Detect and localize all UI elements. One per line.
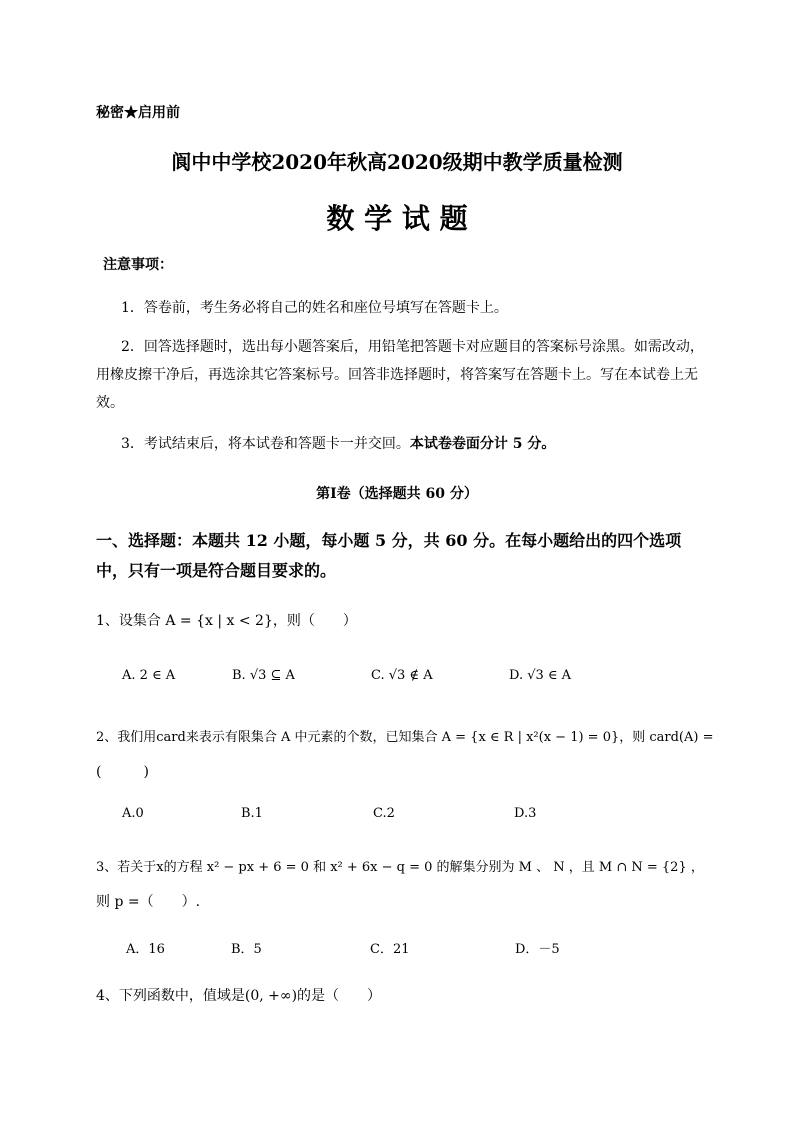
notice-item-3 — [121, 433, 555, 453]
question-2-stem-cont: ( ) — [96, 764, 149, 780]
question-3-stem-cont: 则 p =（ ）. — [96, 894, 201, 910]
question-3-option-b: B．5 — [231, 942, 262, 957]
question-2-option-b: B.1 — [241, 806, 263, 821]
question-3-stem: 3、若关于x的方程 x² − px + 6 = 0 和 x² + 6x − q = 0 的解集分别为 M 、 N ，且 M ∩ N = {2} ， — [96, 860, 704, 875]
question-3-option-a: A．16 — [126, 942, 165, 957]
question-1-option-c: C. √3 ∉ A — [371, 668, 433, 683]
notice-item-3-text: 3．考试结束后，将本试卷和答题卡一并交回。 — [121, 436, 410, 452]
question-2-option-a: A.0 — [122, 806, 144, 821]
confidential-label: 秘密★启用前 — [96, 105, 180, 121]
exam-title: 阆中中学校2020年秋高2020级期中教学质量检测 — [171, 150, 623, 174]
notice-item-1: 1．答卷前，考生务必将自己的姓名和座位号填写在答题卡上。 — [121, 300, 508, 316]
question-1-option-a: A. 2 ∈ A — [122, 668, 176, 683]
notice-heading: 注意事项： — [103, 257, 173, 273]
question-4-stem: 4、下列函数中，值域是(0, +∞)的是（ ） — [96, 988, 382, 1004]
notice-item-3-score: 本试卷卷面分计 5 分。 — [409, 436, 556, 452]
section-title: 第Ⅰ卷（选择题共 60 分） — [316, 486, 478, 502]
question-2-option-d: D.3 — [514, 806, 537, 821]
part-title: 一、选择题：本题共 12 小题，每小题 5 分，共 60 分。在每小题给出的四个选项中，只有一项是符合题目要求的。 — [96, 531, 682, 580]
question-2-option-c: C.2 — [373, 806, 395, 821]
question-2-stem: 2、我们用card来表示有限集合 A 中元素的个数，已知集合 A = {x ∈ R | x²(x − 1) = 0}，则 card(A) = — [96, 730, 714, 745]
question-1-stem: 1、设集合 A = {x | x < 2}，则（ ） — [96, 613, 357, 629]
question-3-option-c: C．21 — [370, 942, 410, 957]
exam-subject: 数 学 试 题 — [326, 202, 468, 235]
notice-item-2: 2．回答选择题时，选出每小题答案后，用铅笔把答题卡对应题目的答案标号涂黑。如需改动，用橡皮擦干净后，再选涂其它答案标号。回答非选择题时，将答案写在答题卡上。写在本试卷上无效。 — [96, 339, 704, 411]
question-1-option-d: D. √3 ∈ A — [509, 668, 572, 683]
question-1-option-b: B. √3 ⊆ A — [232, 668, 295, 683]
question-3-option-d: D．－5 — [515, 942, 560, 957]
